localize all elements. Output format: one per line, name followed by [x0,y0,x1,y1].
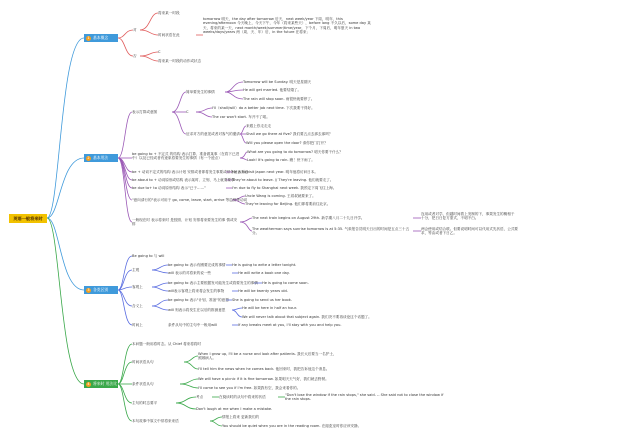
b2-example-12: They're about to leave. // They're leaving. 他们就要走了。 [232,178,334,182]
branch-number-2: 2 [87,155,90,160]
b2-ask-opinion: 征求对方的意见或者对客气的邀请 [186,132,240,136]
branch-comparison [84,380,118,394]
b1-no: 否 [133,54,137,58]
branch-label-4: 将来时 用法比较 [86,381,117,394]
b2-plan: 简单要发生的事情 [186,90,215,94]
b4-time-clause: 时间状语从句 [132,360,154,364]
b4-heading: 本问题一般用将时态。从 Chief 将来将将时 [132,342,202,346]
b4-example-8: "Don't lose the window if the rain stops," she said. -- She said not to close the window if the rain stops. [285,393,444,402]
b3-cell-7: 条件从句中的主句中一般用will [168,323,218,327]
branch-basic-concept [84,34,118,42]
b2-example-6: 来跟上你走走走 [246,124,272,128]
b2-be-about-to: be about to + 动词原形或结构 表示某时、立刻、马上就要要事 [132,178,235,182]
b2-example-4: I'll（shall/will）do a better job next time. 下次我要干得好。 [212,106,315,110]
b3-row-time: 时间上 [132,323,143,327]
branch-label-2: 基本用法 [93,155,109,160]
b2-note-2: 两会使用或结合联。但要说明时间可以代用式先状语，公式要求，等由或者下日乙。 [421,227,519,236]
b1-c: C [158,50,161,54]
b3-cell-2: will 表示的对将来的说一些 [168,271,212,275]
b4-main-clause-tense: 主句的时态要平 [132,401,158,405]
b1-time-adverbial: 时间状语在此 [158,33,180,37]
b2-example-14: Uncle Wang is coming. 王叔叔就要来了。 [245,194,316,198]
b2-motion-verbs: "意向请行的"表示可用于 go, come, leave, start, arrive 等趋势等动词 [132,198,248,202]
b4-example-3: We will have a picnic if it is fine tomorrow. 如果明天天气好，我们就去野餐。 [198,377,329,381]
b3-cell-1: be going to 表示有圈要完成的事情 [168,263,226,267]
b2-example-16: The next train begins on August 29th. 新学期八月二十九日开学。 [252,216,365,220]
connector-root-b1 [47,38,84,218]
b3-example-4: He will be twenty years old. [238,289,288,293]
b4-key-point-detail: 在阅读时的从句中将来的状语 [219,395,266,399]
b2-intent: 表示打算或意图 [132,110,158,114]
b3-example-7: We will never talk about that subject again. 我们决不要再谈论这个话题了。 [242,315,372,319]
b2-example-7: Shall we go there at five? 我们要五点去那去那吗？ [246,132,333,136]
b3-row-subjective: 主观 [132,268,140,272]
b2-c: C [186,110,189,114]
b4-example-4: I'll come to see you if I'm free. 如果我有空，我会来看你的。 [198,386,301,390]
b2-note-1: 连用或者对学，但越时间着上发制的下，事果发生的概相于十分，把日日复方需式，不明不白。 [421,212,515,221]
b3-cell-4: will表示客观上将来将会发生的事物 [168,289,225,293]
connector-root-b2 [47,158,84,218]
b3-heading: Be going to 与 will [132,254,165,258]
b4-example-1: When I grow up, I'll be a nurse and look after patients. 我长大后要当一名护士，照顾病人。 [198,352,337,361]
b4-last-point: 本句故事中原文中常将来来语 [132,419,179,423]
b2-be-to: be + 动词不定式的结构 表示计划 安排或者即将发生事要或常务还去需意 [132,170,249,174]
b2-example-13: I'm due to fly to Shanghai next week. 我预定下周飞往上海。 [232,186,337,190]
branch-basic-usage [84,154,118,162]
b4-example-9: Don't laugh at me when I make a mistake. [196,407,273,411]
b2-example-8: Will you please open the door? 请你把门打开？ [246,141,328,145]
b3-cell-6: will 则表示将发生在以后的推测意思 [168,308,226,312]
branch-label-1: 基本概念 [93,35,109,40]
b4-condition-clause: 条件状语从句 [132,382,154,386]
b3-example-3: He is going to come soon. [262,281,309,285]
b2-simple-present: 一般现在时 表示将来时 是按照、计划 安排将来要发生的事 情或安排 [132,218,238,227]
b4-last-point-2: 情报上将来 更新我们的 [222,415,260,419]
b1-action-state: 将来某一时段的动作或状态 [158,59,202,63]
b2-example-17: The weatherman says sunrise tomorrow is at 5:35. 气象报告员明天日出的时间是五点三十五分。 [252,227,410,236]
branch-number-3: 3 [87,287,90,292]
b2-example-2: He will get married. 他要结婚了。 [243,88,302,92]
b1-time-words: tomorrow 明天，the day after tomorrow 后天，next week/year 下周，明年，this evening/afternoon 今天晚上，今天下午，今年（将来某些天），before long 不久以后，some day 某天，将来的某一天，next month/week/summer/time/year，下个月，下周后，明年夏天 in two weeks/days/years 两（周、天、年）后，in the future 在将来； [203,17,371,35]
b2-example-5: The car won't start. 车开不了啦。 [212,115,270,119]
b2-be-going-to: be going to + 不定式 的结构 表示打算、准备做某事（在将下已进中）以及已经或者有迹象将要发生的事情（有一个迹点） [132,152,240,161]
branch-label-3: 各类区别 [93,287,109,292]
b2-example-11: He is to visit Japan next year. 明年他将访问日本。 [232,170,318,174]
b2-example-9: What are you going to do tomorrow? 明天你要干什么？ [247,150,343,154]
b3-example-1: He is going to write a letter tonight. [232,263,297,267]
b2-example-15: They're leaving for Beijing. 他们即将要前往北京。 [245,202,331,206]
b4-example-7: You should be quiet when you are in the reading room. 在阅览室时你应该安静。 [222,424,362,428]
b3-example-8: If any breaks meet at you, I'll stay with you and help you. [238,323,342,327]
connector-root-b4 [47,218,84,384]
b4-key-point: 考点 [196,395,204,399]
b3-example-5: She is going to send us her book. [232,298,292,302]
branch-differences [84,286,118,294]
b3-cell-5: be going to 表示"计划、准备"的意思 [168,298,229,302]
b3-row-objective: 客观上 [132,285,143,289]
b3-cell-3: be going to 表示主要根据发可能发生或将要发生的事情 [168,281,258,285]
b3-example-6: He will be here in half an hour. [242,306,297,310]
b1-yes: 对 [133,28,137,32]
b1-def-future-period: 将来某一时段 [158,11,180,15]
branch-number-4: 4 [87,381,90,386]
branch-number-1: 1 [87,35,90,40]
b3-example-2: He will write a book one day. [238,271,290,275]
b2-be-due-to: be due to+ to 动词原形结构 表示“已于……” [132,186,207,190]
b3-row-meaning: 含义上 [132,304,143,308]
b2-example-10: Look! It's going to rain. 瞧！快下雨了。 [247,158,315,162]
root-node: 英语一般将来时 [9,214,47,223]
b2-example-1: Tomorrow will be Sunday. 明天是星期天 [243,80,312,84]
b4-example-2: I'll tell him the news when he comes back. 他回来时，我把告诉他这个消息。 [198,367,330,371]
b2-example-3: The rain will stop soon. 雨很快就要停了。 [243,97,315,101]
